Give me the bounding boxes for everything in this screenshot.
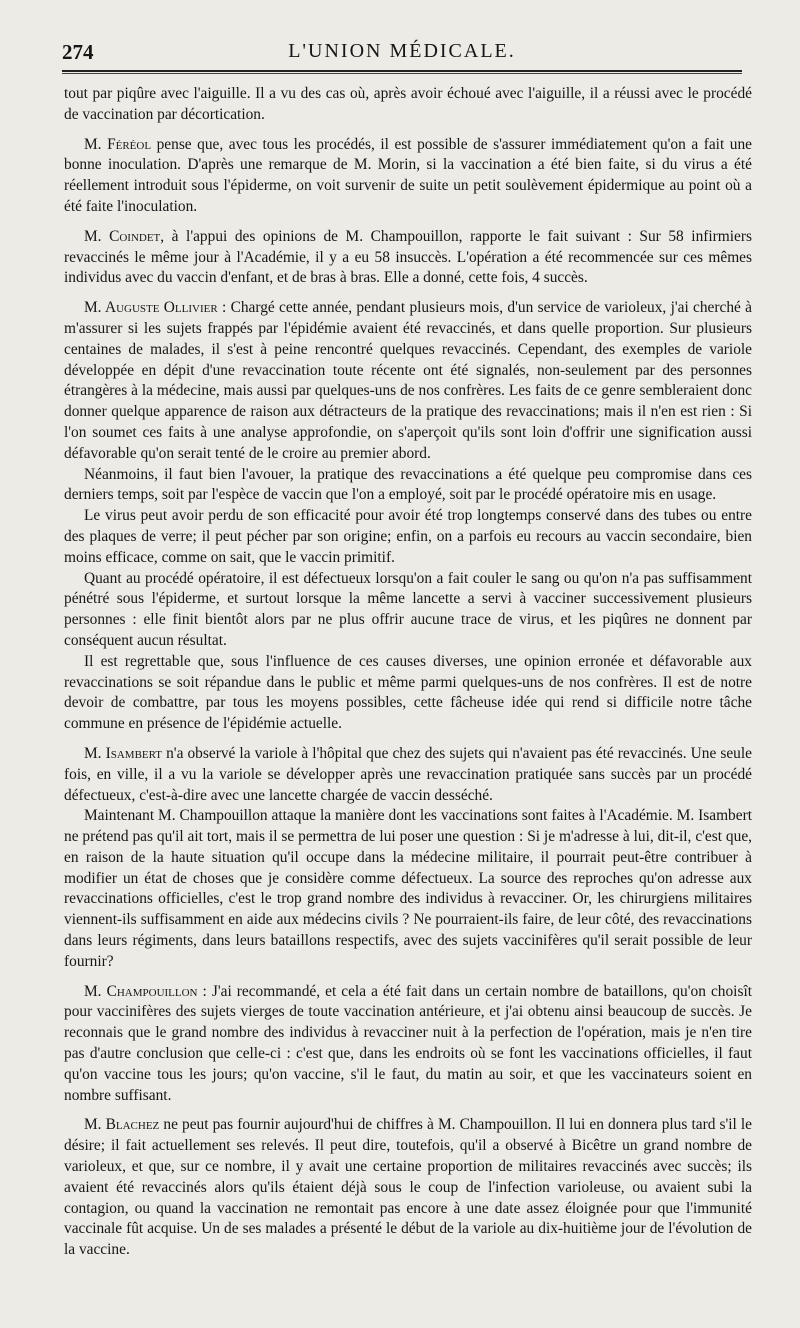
paragraph (64, 298, 752, 464)
paragraph (64, 84, 752, 126)
speaker-name: M. Isambert (84, 744, 163, 762)
paragraph (64, 135, 752, 218)
running-title: L'UNION MÉDICALE. (288, 40, 516, 62)
page-number: 274 (62, 40, 94, 64)
speaker-name: M. Blachez (84, 1116, 160, 1134)
paragraph (64, 806, 752, 972)
paragraph (64, 1115, 752, 1261)
paragraph-text: Le virus peut avoir perdu de son efficacité pour avoir été trop longtemps conservé dans des tubes ou entre des plaques de verre; il peut pécher par son origine; enfin, on a parfois eu recours au vaccin secondaire, bien moins efficace, comme on sait, que le vaccin primitif. (64, 507, 752, 566)
paragraph-text: : Chargé cette année, pendant plusieurs mois, d'un service de varioleux, j'ai cherché à m'assurer si les sujets frappés par l'épidémie avaient été revaccinés, et dans quelle proportion. Sur plusieurs centaines de malades, il s'est à peine rencontré quelques revaccinés. Cependant, des exemples de variole développée en dépit d'une revaccination toute récente ont été signalés, non-seulement par des personnes étrangères à la médecine, mais aussi par quelques-uns de nos confrères. Les faits de ce genre sembleraient donc donner quelque apparence de raison aux détracteurs de la pratique des revaccinations; mais il n'en est rien : Si l'on soumet ces faits à une analyse approfondie, on s'aperçoit qu'ils sont loin d'offrir une signification aussi défavorable qu'on serait tenté de le croire au premier abord. (64, 299, 753, 462)
speaker-name: M. Coindet (84, 227, 161, 245)
paragraph-text: Quant au procédé opératoire, il est défectueux lorsqu'on a fait couler le sang ou qu'on n'a pas suffisamment pénétré sous l'épiderme, et surtout lorsque la même lancette a servi à vacciner successivement plusieurs personnes : elle finit bientôt alors par ne plus offrir aucune trace de virus, et les piqûres ne donnent par conséquent aucun résultat. (64, 569, 752, 649)
paragraph-text: Néanmoins, il faut bien l'avouer, la pratique des revaccinations a été quelque peu compromise dans ces derniers temps, soit par l'espèce de vaccin que l'on a employé, soit par le procédé opératoire mis en usage. (64, 465, 752, 504)
paragraph (64, 465, 752, 507)
paragraph (64, 227, 752, 289)
paragraph (64, 744, 752, 806)
speaker-name: M. Champouillon (84, 982, 198, 1000)
paragraph (64, 652, 752, 735)
paragraph (64, 569, 752, 652)
header-rule (62, 70, 742, 74)
paragraph-text: ne peut pas fournir aujourd'hui de chiffres à M. Champouillon. Il lui en donnera plus tard s'il le désire; il fait actuellement ses relevés. Il peut dire, toutefois, qu'il a observé à Bicêtre un grand nombre de varioleux, et que, sur ce nombre, il y avait une certaine proportion de militaires revaccinés avec succès; ils avaient été revaccinés alors qu'ils étaient déjà sous le coup de l'infection varioleuse, ou avaient subi la contagion, ou quand la vaccination ne remontait pas encore à une date assez éloignée pour que l'immunité vaccinale fût acquise. Un de ses malades a présenté le début de la variole au dix-huitième jour de l'évolution de la vaccine. (64, 1116, 752, 1259)
speaker-name: M. Auguste Ollivier (84, 299, 218, 317)
paragraph (64, 982, 752, 1107)
paragraph (64, 506, 752, 568)
paragraph-text: : J'ai recommandé, et cela a été fait dans un certain nombre de bataillons, qu'on choisît pour vaccinifères des sujets vierges de toute vaccination antérieure, et j'ai obtenu ainsi beaucoup de succès. Je reconnais que le grand nombre des individus à revacciner nuit à la perfection de l'opération, mais je n'en tire pas d'autre conclusion que celle-ci : c'est que, dans les endroits où se font les vaccinations officielles, il faut qu'on vaccine tous les jours; qu'on vaccine, s'il le faut, du matin au soir, et que les vaccinateurs soient en nombre suffisant. (64, 982, 752, 1104)
page-header (62, 40, 742, 68)
paragraph-text: tout par piqûre avec l'aiguille. Il a vu des cas où, après avoir échoué avec l'aiguille, il a réussi avec le procédé de vaccination par décortication. (64, 85, 752, 123)
speaker-name: M. Féréol (84, 135, 152, 153)
body-text (64, 84, 752, 1261)
paragraph-text: Il est regrettable que, sous l'influence de ces causes diverses, une opinion erronée et défavorable aux revaccinations se soit répandue dans le public et même parmi quelques-uns de nos confrères. Il est de notre devoir de combattre, par tous les moyens possibles, cette fâcheuse idée qui rend si difficile notre tâche commune en présence de l'épidémie actuelle. (64, 652, 752, 733)
paragraph-text: pense que, avec tous les procédés, il est possible de s'assurer immédiatement qu'on a fait une bonne inoculation. D'après une remarque de M. Morin, si la vaccination a été bien faite, si du virus a été réellement introduit sous l'épiderme, on voit survenir de suite un petit soulèvement épidermique au point où a été faite l'inoculation. (64, 135, 752, 215)
paragraph-text: n'a observé la variole à l'hôpital que chez des sujets qui n'avaient pas été revaccinés. Une seule fois, en ville, il a vu la variole se développer après une revaccination pratiquée sans succès par un procédé défectueux, c'est-à-dire avec une lancette chargée de vaccin desséché. (64, 744, 752, 804)
paragraph-text: , à l'appui des opinions de M. Champouillon, rapporte le fait suivant : Sur 58 infirmiers revaccinés le même jour à l'Académie, il y a eu 58 insuccès. L'opération a été recommencée sur ces mêmes individus avec du vaccin d'enfant, et de bras à bras. Elle a donné, cette fois, 4 succès. (64, 227, 752, 287)
paragraph-text: Maintenant M. Champouillon attaque la manière dont les vaccinations sont faites à l'Académie. M. Isambert ne prétend pas qu'il ait tort, mais il se permettra de lui poser une question : Si je m'adresse à lui, dit-il, c'est que, en raison de la haute situation qu'il occupe dans la médecine militaire, il pourrait peut-être contribuer à modifier un état de choses que je considère comme défectueux. La source des reproches qu'on adresse aux revaccinations officielles, c'est le trop grand nombre des individus à revacciner. Or, les chirurgiens militaires viennent-ils suffisamment en aide aux médecins civils ? Ne pourraient-ils faire, de leur côté, des revaccinations dans leurs régiments, dans leurs bataillons respectifs, avec des sujets vaccinifères qu'il serait possible de leur fournir? (64, 807, 752, 970)
